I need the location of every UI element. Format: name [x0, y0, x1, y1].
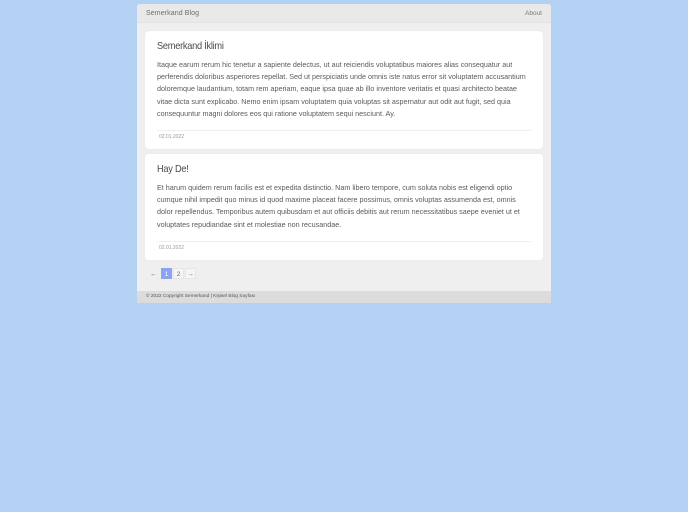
- next-page-button[interactable]: →: [185, 268, 196, 279]
- post-card: [145, 31, 543, 149]
- post-date: 02.01.2022: [159, 245, 185, 251]
- site-footer: [137, 291, 551, 303]
- page-button-2[interactable]: 2: [173, 268, 184, 279]
- post-card: [145, 154, 543, 260]
- post-date: 02.01.2022: [159, 134, 185, 140]
- navbar: [137, 4, 551, 23]
- post-body: Itaque earum rerum hic tenetur a sapiente delectus, ut aut reiciendis voluptatibus maiores alias consequatur aut perferendis doloribus asperiores repellat. Sed ut perspiciatis unde omnis iste natus error sit voluptatem accusantium doloremque laudantium, totam rem aperiam, eaque ipsa quae ab illo inventore veritatis et quasi architecto beatae vitae dicta sunt explicabo. Nemo enim ipsam voluptatem quia voluptas sit aspernatur aut odit aut fugit, sed quia consequuntur magni dolores eos qui ratione voluptatem sequi nesciunt. Ay.: [157, 60, 526, 118]
- pagination: [147, 268, 196, 279]
- page-button-1[interactable]: 1: [161, 268, 172, 279]
- brand-link[interactable]: Semerkand Blog: [146, 9, 200, 17]
- prev-page-button[interactable]: ←: [150, 271, 157, 278]
- page-container: [137, 4, 551, 303]
- post-title[interactable]: Semerkand İklimi: [157, 40, 224, 52]
- post-title[interactable]: Hay De!: [157, 163, 189, 175]
- copyright-text: © 2022 Copyright Semerkand | Kişisel Blog Sayfası: [146, 294, 256, 299]
- post-footer: [157, 130, 531, 140]
- post-body: Et harum quidem rerum facilis est et expedita distinctio. Nam libero tempore, cum soluta nobis est eligendi optio cumque nihil impedit quo minus id quod maxime placeat facere possimus, omnis voluptas assumenda est, omnis dolor repellendus. Temporibus autem quibusdam et aut officiis debitis aut rerum necessitatibus saepe eveniet ut et voluptates repudiandae sint et molestiae non recusandae.: [157, 183, 520, 229]
- nav-link-about[interactable]: About: [525, 9, 542, 17]
- post-footer: [157, 241, 531, 251]
